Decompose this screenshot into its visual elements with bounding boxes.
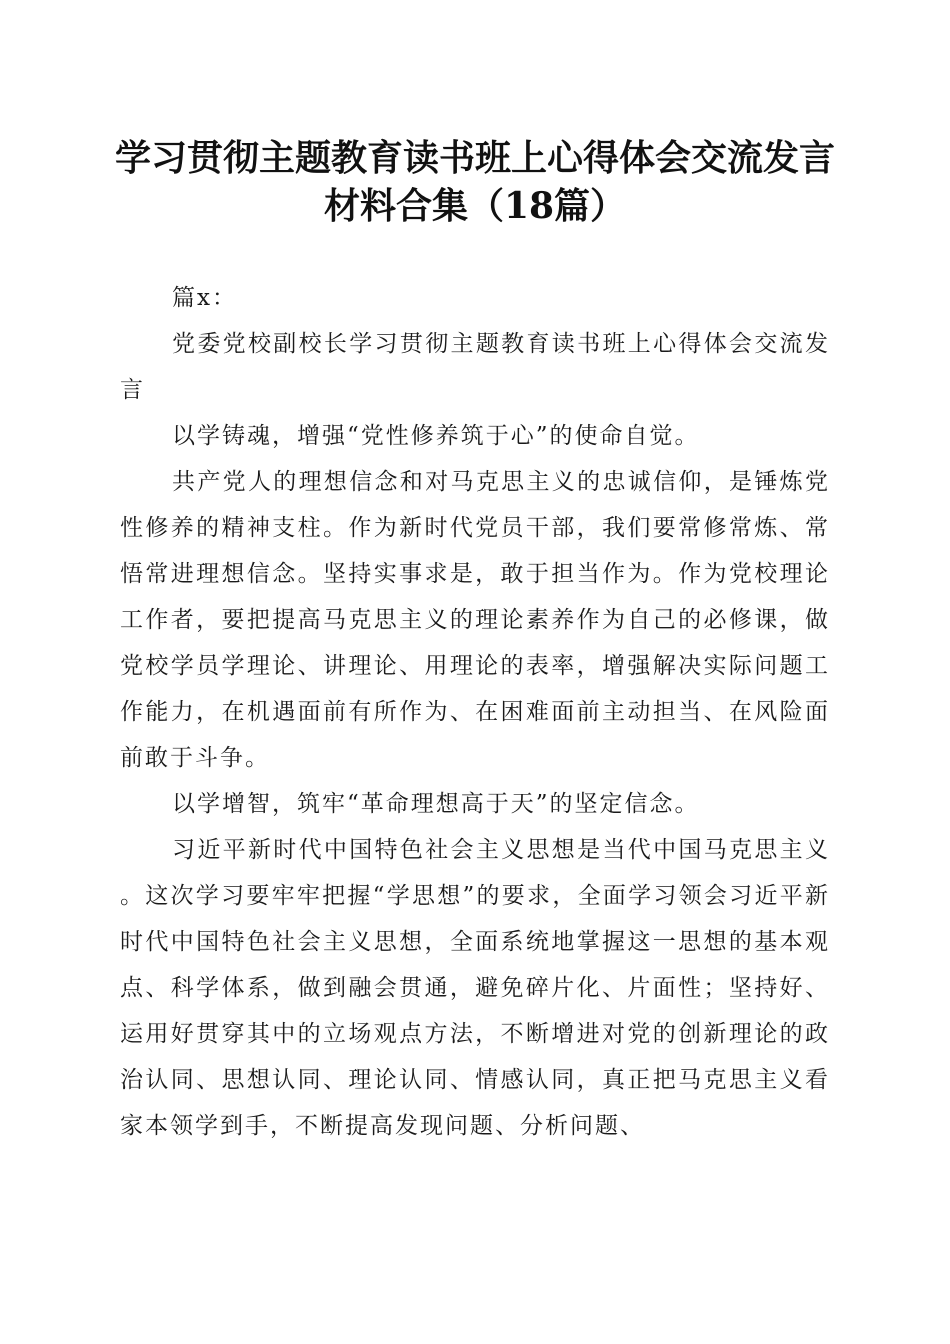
paragraph-section-marker: 篇x： xyxy=(172,285,237,311)
document-body xyxy=(120,275,830,1149)
paragraph-subheading-2: 以学增智，筑牢“革命理想高于天”的坚定信念。 xyxy=(172,791,700,817)
paragraph-subheading-1: 以学铸魂，增强“党性修养筑于心”的使命自觉。 xyxy=(172,423,700,449)
paragraph-article-heading: 党委党校副校长学习贯彻主题教育读书班上心得体会交流发言 xyxy=(120,331,830,403)
title-line-2: 材料合集（18篇） xyxy=(323,185,627,227)
paragraph-body-2: 习近平新时代中国特色社会主义思想是当代中国马克思主义。这次学习要牢牢把握“学思想”的要求，全面学习领会习近平新时代中国特色社会主义思想，全面系统地掌握这一思想的基本观点、科学体系，做到融会贯通，避免碎片化、片面性；坚持好、运用好贯穿其中的立场观点方法，不断增进对党的创新理论的政治认同、思想认同、理论认同、情感认同，真正把马克思主义看家本领学到手，不断提高发现问题、分析问题、 xyxy=(120,837,830,1139)
paragraph-body-1: 共产党人的理想信念和对马克思主义的忠诚信仰，是锤炼党性修养的精神支柱。作为新时代党员干部，我们要常修常炼、常悟常进理想信念。坚持实事求是，敢于担当作为。作为党校理论工作者，要把提高马克思主义的理论素养作为自己的必修课，做党校学员学理论、讲理论、用理论的表率，增强解决实际问题工作能力，在机遇面前有所作为、在困难面前主动担当、在风险面前敢于斗争。 xyxy=(120,469,830,771)
title-line-1: 学习贯彻主题教育读书班上心得体会交流发言 xyxy=(114,137,835,179)
document-title xyxy=(0,134,950,230)
